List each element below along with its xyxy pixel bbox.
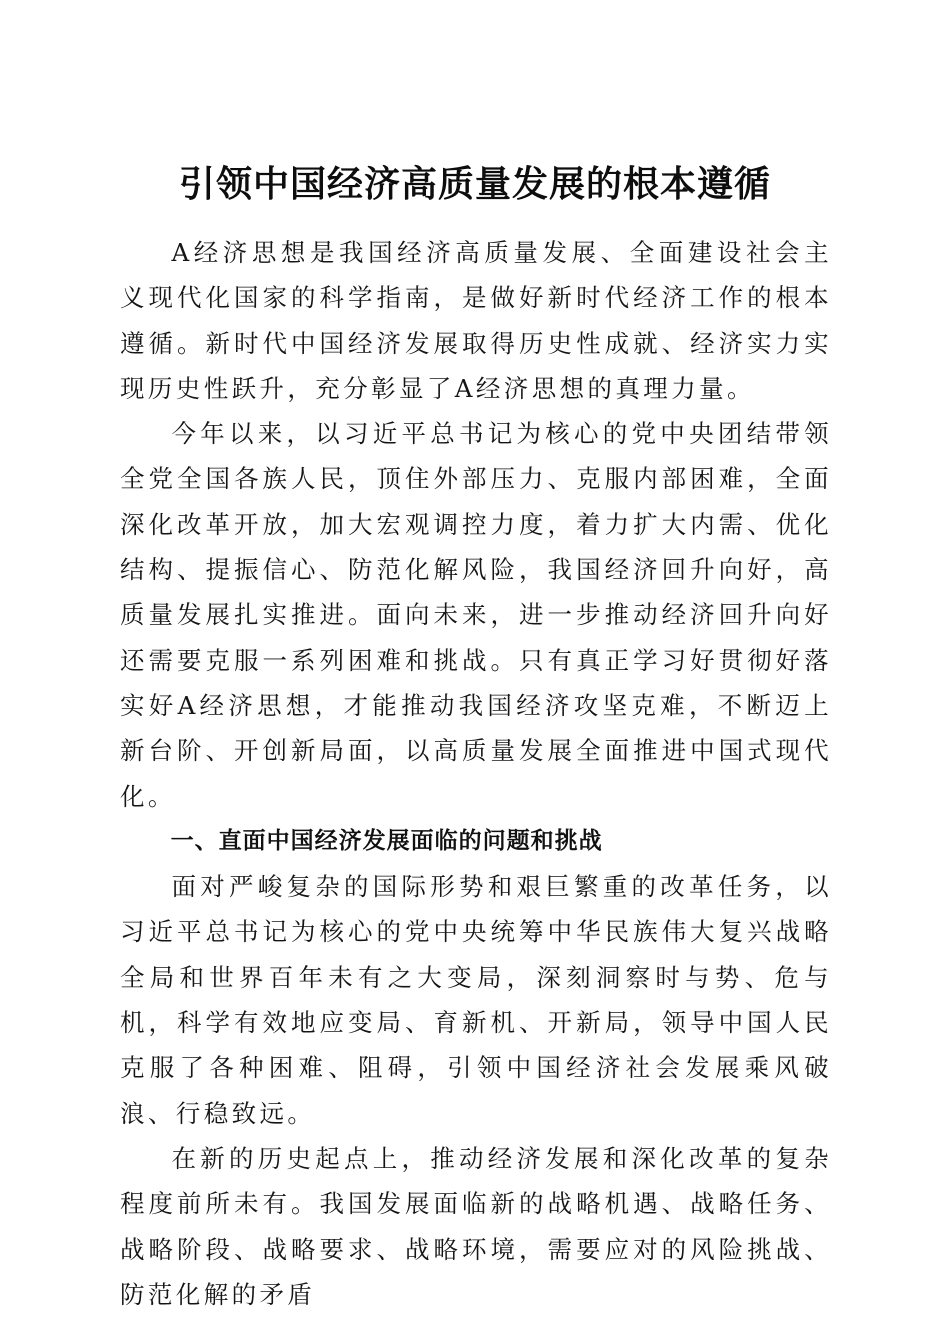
- intro-paragraph-1: A经济思想是我国经济高质量发展、全面建设社会主义现代化国家的科学指南，是做好新时代经济工作的根本遵循。新时代中国经济发展取得历史性成就、经济实力实现历史性跃升，充分彰显了A经济思想的真理力量。: [120, 238, 832, 403]
- section-1-paragraph-2: 在新的历史起点上，推动经济发展和深化改革的复杂程度前所未有。我国发展面临新的战略机遇、战略任务、战略阶段、战略要求、战略环境，需要应对的风险挑战、防范化解的矛盾: [120, 1143, 832, 1309]
- section-heading-1: 一、直面中国经济发展面临的问题和挑战: [170, 827, 603, 854]
- intro-paragraph-2: 今年以来，以习近平总书记为核心的党中央团结带领全党全国各族人民，顶住外部压力、克服内部困难，全面深化改革开放，加大宏观调控力度，着力扩大内需、优化结构、提振信心、防范化解风险，我国经济回升向好，高质量发展扎实推进。面向未来，进一步推动经济回升向好还需要克服一系列困难和挑战。只有真正学习好贯彻好落实好A经济思想，才能推动我国经济攻坚克难，不断迈上新台阶、开创新局面，以高质量发展全面推进中国式现代化。: [120, 419, 832, 811]
- document-body: [120, 230, 832, 1317]
- document-title: 引领中国经济高质量发展的根本遵循: [178, 163, 771, 206]
- section-1-paragraph-1: 面对严峻复杂的国际形势和艰巨繁重的改革任务，以习近平总书记为核心的党中央统筹中华民族伟大复兴战略全局和世界百年未有之大变局，深刻洞察时与势、危与机，科学有效地应变局、育新机、开新局，领导中国人民克服了各种困难、阻碍，引领中国经济社会发展乘风破浪、行稳致远。: [120, 872, 832, 1128]
